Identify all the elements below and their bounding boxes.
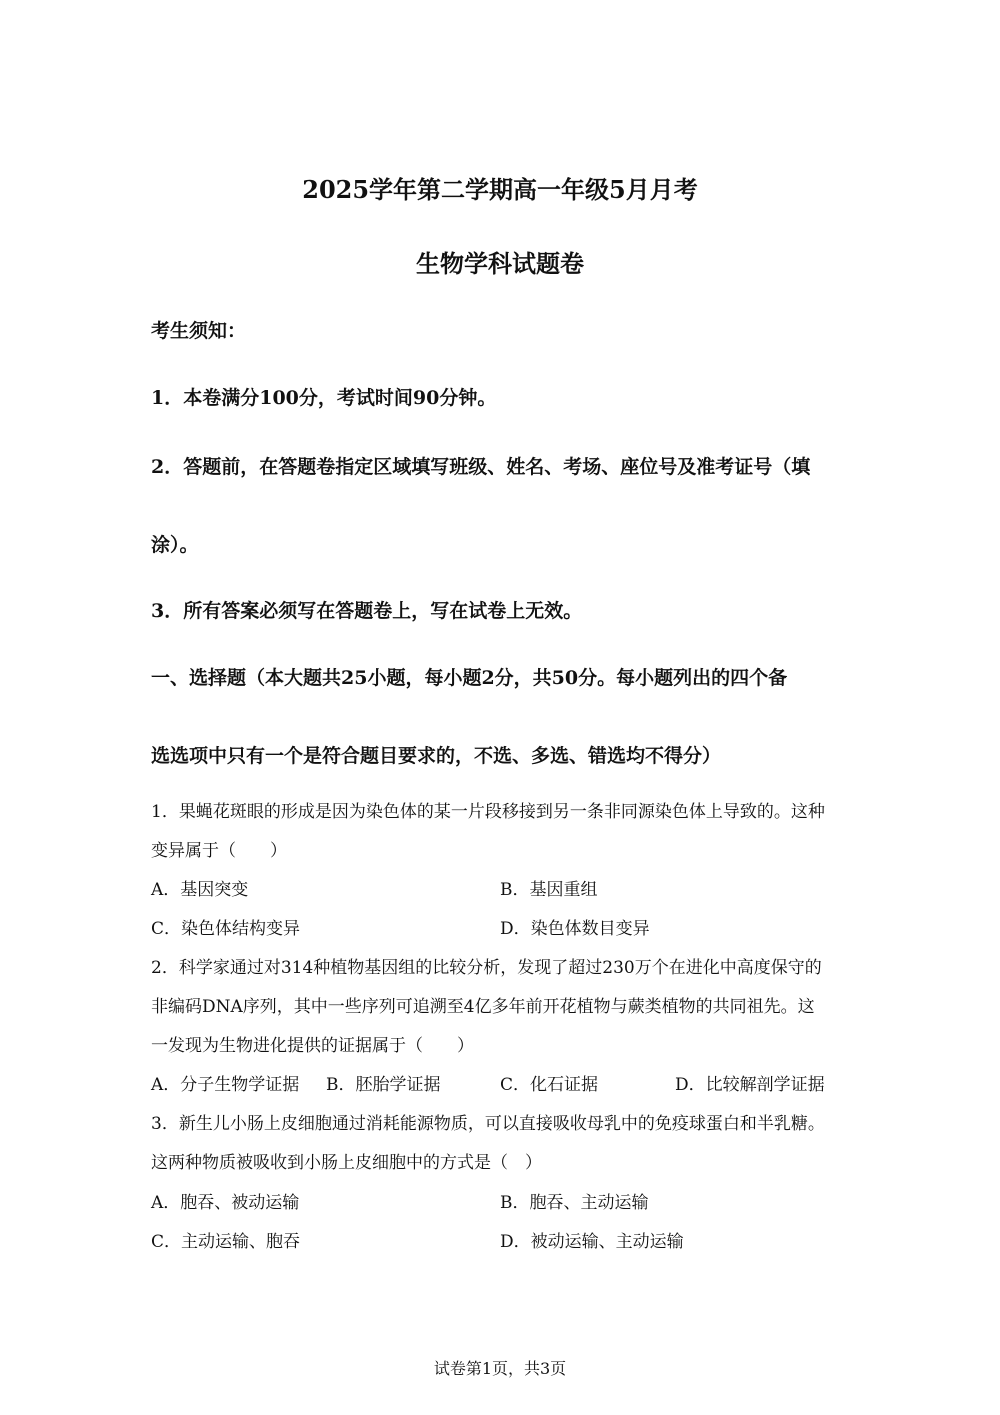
question-1-option-d: D．染色体数目变异 [500, 919, 650, 939]
question-2-option-c: C．化石证据 [500, 1075, 599, 1095]
question-3-option-a: A．胞吞、被动运输 [151, 1193, 300, 1213]
question-3-text: 这两种物质被吸收到小肠上皮细胞中的方式是（ ） [151, 1153, 542, 1173]
question-2-text: 2．科学家通过对314种植物基因组的比较分析，发现了超过230万个在进化中高度保守的 [151, 958, 822, 978]
notice-heading: 考生须知： [151, 320, 247, 342]
question-1-option-c: C．染色体结构变异 [151, 919, 301, 939]
question-1-option-b: B．基因重组 [500, 880, 598, 900]
exam-title: 2025学年第二学期高一年级5月月考 [302, 175, 698, 204]
question-2-option-a: A．分子生物学证据 [151, 1075, 300, 1095]
question-2-text: 一发现为生物进化提供的证据属于（ ） [151, 1036, 474, 1056]
question-1-text: 1．果蝇花斑眼的形成是因为染色体的某一片段移接到另一条非同源染色体上导致的。这种 [151, 802, 825, 822]
notice-item-2-line-2: 涂）。 [151, 534, 199, 556]
question-1-text: 变异属于（ ） [151, 841, 287, 861]
question-2-text: 非编码DNA序列，其中一些序列可追溯至4亿多年前开花植物与蕨类植物的共同祖先。这 [151, 997, 815, 1017]
notice-item-3: 3．所有答案必须写在答题卷上，写在试卷上无效。 [151, 600, 583, 622]
question-2-option-d: D．比较解剖学证据 [675, 1075, 825, 1095]
question-3-option-d: D．被动运输、主动运输 [500, 1232, 684, 1252]
section-heading-line-1: 一、选择题（本大题共25小题，每小题2分，共50分。每小题列出的四个备 [151, 667, 788, 689]
notice-item-2-line-1: 2．答题前，在答题卷指定区域填写班级、姓名、考场、座位号及准考证号（填 [151, 456, 811, 478]
notice-item-1: 1．本卷满分100分，考试时间90分钟。 [151, 387, 497, 409]
question-1-option-a: A．基因突变 [151, 880, 249, 900]
question-3-option-b: B．胞吞、主动运输 [500, 1193, 649, 1213]
question-3-text: 3．新生儿小肠上皮细胞通过消耗能源物质，可以直接吸收母乳中的免疫球蛋白和半乳糖。 [151, 1114, 825, 1134]
question-3-option-c: C．主动运输、胞吞 [151, 1232, 301, 1252]
section-heading-line-2: 选选项中只有一个是符合题目要求的，不选、多选、错选均不得分） [151, 745, 722, 767]
subject-title: 生物学科试题卷 [416, 249, 584, 278]
question-2-option-b: B．胚胎学证据 [326, 1075, 441, 1095]
page-footer: 试卷第1页，共3页 [433, 1359, 567, 1378]
